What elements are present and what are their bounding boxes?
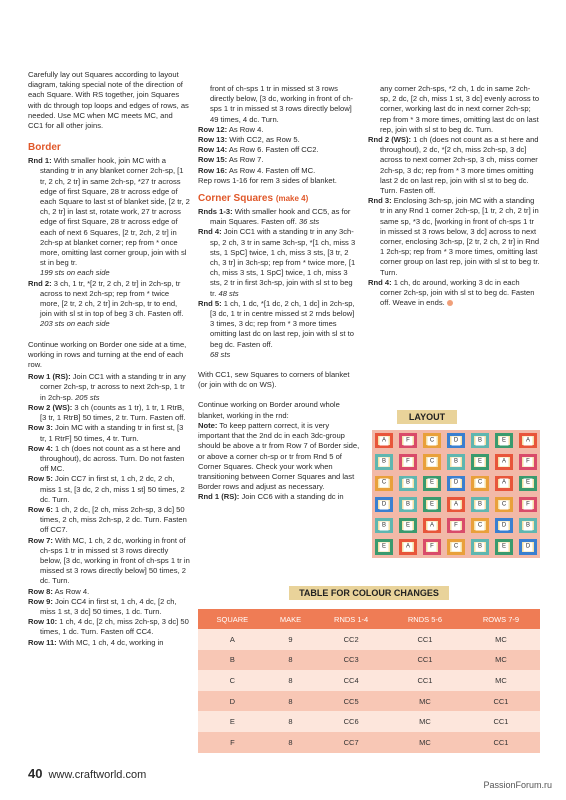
layout-square <box>468 536 492 557</box>
border-heading: Border <box>28 142 61 154</box>
layout-square-label: E <box>476 457 485 466</box>
row7-text: Row 7: With MC, 1 ch, 2 dc, working in front of ch-sps 1 tr in missed st 3 rows directly below, [3 dc, working in front of ch-sps 1 tr in missed st 3 rows directly below] 50 times, 2 dc. Turn. <box>28 535 190 586</box>
layout-square <box>468 430 492 451</box>
layout-square-label: C <box>428 457 437 466</box>
layout-square <box>516 515 540 536</box>
layout-square-label: D <box>452 436 461 445</box>
header-rows-7-9: ROWS 7-9 <box>462 609 540 629</box>
row14-text: Row 14: As Row 6. Fasten off CC2. <box>198 145 319 155</box>
layout-square-label: A <box>500 479 509 488</box>
layout-square <box>492 473 516 494</box>
column-2 <box>198 84 360 503</box>
layout-square-label: C <box>476 521 485 530</box>
table-cell: MC <box>388 732 462 753</box>
continue-text: Continue working on Border one side at a time, working in rows and turning at the end of each row. <box>28 339 187 370</box>
intro-text: Carefully lay out Squares according to layout diagram, taking special note of the direction of each Square. With RS together, join Squares with dc through top loops and edges of rows, as needed. Use MC when MC meets MC, and CC1 for all other joins. <box>28 70 189 131</box>
layout-square <box>396 451 420 472</box>
table-cell: CC1 <box>388 670 462 691</box>
layout-square-label: D <box>524 543 533 552</box>
row10-text: Row 10: 1 ch, 4 dc, [2 ch, miss 2ch-sp, 3 dc] 50 times, 1 dc. Turn. Fasten off CC4. <box>28 617 189 637</box>
column-3 <box>368 84 540 308</box>
end-dot-icon <box>447 300 453 306</box>
table-cell: A <box>198 629 267 650</box>
table-cell: CC1 <box>462 711 540 732</box>
layout-square-label: B <box>404 479 413 488</box>
layout-square <box>396 494 420 515</box>
row11-text: Row 11: With MC, 1 ch, 4 dc, working in <box>28 637 164 647</box>
table-cell: CC5 <box>314 691 388 712</box>
layout-square <box>372 494 396 515</box>
page-footer <box>28 766 146 781</box>
table-cell: CC1 <box>462 691 540 712</box>
table-cell: CC6 <box>314 711 388 732</box>
table-header-row <box>198 609 540 629</box>
table-cell: CC4 <box>314 670 388 691</box>
header-rnds-1-4: RNDS 1-4 <box>314 609 388 629</box>
layout-square-label: F <box>404 457 413 466</box>
layout-square-label: E <box>524 479 533 488</box>
layout-square-label: B <box>404 500 413 509</box>
layout-square <box>444 515 468 536</box>
table-row <box>198 732 540 753</box>
layout-square-label: A <box>524 436 533 445</box>
layout-square-label: E <box>428 479 437 488</box>
layout-square-label: E <box>380 543 389 552</box>
layout-square <box>492 536 516 557</box>
layout-square-label: C <box>476 479 485 488</box>
table-cell: 8 <box>267 650 314 671</box>
rnd1rs-text: Rnd 1 (RS): Join CC6 with a standing dc in <box>198 492 344 502</box>
rnd2ws-text: Rnd 2 (WS): 1 ch (does not count as a st here and throughout), 2 dc, *[2 ch, miss 2ch-sp, 3 dc] across to next corner 2ch-sp, 3 ch, miss corner 2ch-sp, 3 dc; rep from * 3 more times omitting last 2 dc on last rep, join with sl st to beg dc. Turn. Fasten off. <box>368 135 539 196</box>
rnd4-final-text: Rnd 4: 1 ch, dc around, working 3 dc in each corner 2ch-sp, join with sl st to beg dc. Fasten off. Weave in ends. <box>368 277 535 308</box>
layout-square <box>444 430 468 451</box>
layout-square-label: E <box>404 521 413 530</box>
layout-square-label: C <box>428 436 437 445</box>
layout-square <box>516 451 540 472</box>
layout-square-label: F <box>404 436 413 445</box>
layout-square <box>396 515 420 536</box>
layout-square <box>420 473 444 494</box>
note-text: Note: To keep pattern correct, it is very important that the 2nd dc in each 3dc-group should be above a tr from Row 7 of Border side, or above a corner ch-sp or tr from Rnd 5 of Corner Squares. Check your work when transitioning between Corner Squares and last Border rows and adjust as necessary. <box>198 420 360 492</box>
layout-square-label: F <box>428 543 437 552</box>
layout-square-label: B <box>380 457 389 466</box>
layout-square <box>468 451 492 472</box>
layout-square <box>444 494 468 515</box>
layout-square <box>372 430 396 451</box>
layout-square <box>492 515 516 536</box>
layout-square-label: E <box>500 543 509 552</box>
table-cell: MC <box>388 691 462 712</box>
table-row <box>198 650 540 671</box>
layout-square-label: D <box>452 479 461 488</box>
layout-square <box>396 430 420 451</box>
table-cell: B <box>198 650 267 671</box>
layout-square <box>444 473 468 494</box>
rnd2-text: Rnd 2: 3 ch, 1 tr, *[2 tr, 2 ch, 2 tr] in 2ch-sp, tr across to next 2ch-sp; rep from * twice more, [2 tr, 2 ch, 2 tr] in 2ch-sp, tr to end, join with sl st in top of beg 3 ch. Fasten off. 203 sts on each side <box>28 278 184 329</box>
layout-square-label: A <box>428 521 437 530</box>
layout-square <box>372 536 396 557</box>
layout-square <box>420 494 444 515</box>
layout-square-label: A <box>500 457 509 466</box>
layout-square-label: F <box>524 457 533 466</box>
layout-square <box>468 473 492 494</box>
page-number: 40 <box>28 766 43 781</box>
table-row <box>198 691 540 712</box>
rep-text: Rep rows 1-16 for rem 3 sides of blanket. <box>198 175 337 185</box>
watermark: PassionForum.ru <box>483 780 552 790</box>
layout-square-label: E <box>500 436 509 445</box>
header-rnds-5-6: RNDS 5-6 <box>388 609 462 629</box>
layout-square <box>444 451 468 472</box>
row1-text: Row 1 (RS): Join CC1 with a standing tr in any corner 2ch-sp, tr across to next 2ch-sp, 1 tr in 2ch-sp. 205 sts <box>28 372 186 402</box>
table-cell: 9 <box>267 629 314 650</box>
layout-square <box>492 494 516 515</box>
row11-cont: front of ch-sps 1 tr in missed st 3 rows directly below, [3 dc, working in front of ch-sps 1 tr in missed st 3 rows directly below] 49 times, 4 dc. Turn. <box>210 84 354 124</box>
layout-square-label: F <box>452 521 461 530</box>
header-square: SQUARE <box>198 609 267 629</box>
layout-square <box>516 430 540 451</box>
layout-square <box>492 430 516 451</box>
row4-text: Row 4: 1 ch (does not count as a st here and throughout), dc across. Turn. Do not fasten off MC. <box>28 443 185 474</box>
rnd1-cont: any corner 2ch-sps, *2 ch, 1 dc in same 2ch-sp, 2 dc, [2 ch, miss 1 st, 3 dc] evenly across to corner, working last dc in next corner 2ch-sp; rep from * 3 more times, omitting last dc on last rep, join with sl st to beg dc. Turn. <box>380 84 540 134</box>
layout-square <box>468 494 492 515</box>
layout-square-label: B <box>476 500 485 509</box>
layout-square-label: C <box>380 479 389 488</box>
layout-square-label: D <box>500 521 509 530</box>
table-row <box>198 629 540 650</box>
layout-square <box>420 451 444 472</box>
rnd3-text: Rnd 3: Enclosing 3ch-sp, join MC with a standing tr in any Rnd 1 corner 2ch-sp, [1 tr, 2 ch, 2 tr] in same sp, *3 dc, [working in front of ch-sps 1 tr in missed st 3 rows below, 3 dc] across to next corner, enclosing 3ch-sp, [2 tr, 2 ch, 2 tr] in Rnd 1 2ch-sp; rep from * 3 more times, omitting last corner group on last rep, join with sl st to beg tr. Turn. <box>368 196 540 277</box>
row9-text: Row 9: Join CC4 in first st, 1 ch, 4 dc, [2 ch, miss 1 st, 3 dc] 50 times, 1 dc. Turn. <box>28 596 177 616</box>
rnd1-text: Rnd 1: With smaller hook, join MC with a standing tr in any blanket corner 2ch-sp, [1 tr, 2 ch, 2 tr] in same 2ch-sp, *27 tr across edge of first Square, 28 tr across edge of each Square to last st of blanket side, [2 tr, 2 ch, 2 tr] in last st, rotate work, 27 tr across edge of first Square, 28 tr across edge of each of next 6 Squares, [2 tr, 2ch, 2 tr] in 2ch-sp at blanket corner; rep from * once more, omitting last corner group, join with sl st in beg tr. 199 sts on each side <box>28 156 190 278</box>
table-cell: MC <box>388 711 462 732</box>
layout-square-label: E <box>428 500 437 509</box>
layout-square-label: B <box>380 521 389 530</box>
table-cell: E <box>198 711 267 732</box>
rnds13-text: Rnds 1-3: With smaller hook and CC5, as for main Squares. Fasten off. 36 sts <box>198 207 351 227</box>
row5-text: Row 5: Join CC7 in first st, 1 ch, 2 dc, 2 ch, miss 1 st, [3 dc, 2 ch, miss 1 st] 50 times, 2 dc. Turn. <box>28 474 185 504</box>
layout-square-label: C <box>500 500 509 509</box>
layout-square <box>396 473 420 494</box>
layout-square-label: B <box>476 436 485 445</box>
layout-square <box>444 536 468 557</box>
layout-square-label: C <box>452 543 461 552</box>
table-cell: MC <box>462 670 540 691</box>
table-cell: MC <box>462 650 540 671</box>
table-cell: CC1 <box>388 650 462 671</box>
footer-url[interactable]: www.craftworld.com <box>48 769 147 781</box>
table-cell: F <box>198 732 267 753</box>
table-cell: 8 <box>267 732 314 753</box>
row15-text: Row 15: As Row 7. <box>198 155 264 165</box>
column-1 <box>28 70 190 648</box>
layout-square-label: F <box>524 500 533 509</box>
corner-squares-heading: Corner Squares (make 4) <box>198 193 309 205</box>
row2-text: Row 2 (WS): 3 ch (counts as 1 tr), 1 tr, 1 RtrB, [3 tr, 1 RtrB] 50 times, 2 tr. Turn. Fasten off. <box>28 402 186 423</box>
layout-square <box>492 451 516 472</box>
layout-square-label: B <box>524 521 533 530</box>
layout-square <box>372 473 396 494</box>
layout-square <box>396 536 420 557</box>
colour-table-label: TABLE FOR COLOUR CHANGES <box>289 586 449 600</box>
table-cell: CC7 <box>314 732 388 753</box>
table-row <box>198 711 540 732</box>
continue-border-text: Continue working on Border around whole blanket, working in the rnd: <box>198 400 340 420</box>
table-cell: 8 <box>267 711 314 732</box>
layout-square <box>372 451 396 472</box>
row6-text: Row 6: 1 ch, 2 dc, [2 ch, miss 2ch-sp, 3 dc] 50 times, 2 ch, miss 2ch-sp, 2 dc. Turn. Fasten off CC7. <box>28 504 187 535</box>
table-cell: 8 <box>267 670 314 691</box>
layout-square <box>516 473 540 494</box>
table-cell: CC1 <box>462 732 540 753</box>
table-cell: CC2 <box>314 629 388 650</box>
header-make: MAKE <box>267 609 314 629</box>
layout-square <box>372 515 396 536</box>
sew-text: With CC1, sew Squares to corners of blanket (or join with dc on WS). <box>198 370 350 390</box>
table-cell: CC3 <box>314 650 388 671</box>
layout-square <box>420 536 444 557</box>
table-cell: D <box>198 691 267 712</box>
layout-square-label: A <box>404 543 413 552</box>
table-cell: C <box>198 670 267 691</box>
rnd4-text: Rnd 4: Join CC1 with a standing tr in any 3ch-sp, 2 ch, 3 tr in same 3ch-sp, *[1 ch, miss 3 sts, 1 SpC] twice, 1 ch, miss 3 sts, [3 tr, 2 ch, 3 tr] in 3ch-sp; rep from * twice more, [1 ch, miss 3 sts, 1 SpC] twice, 1 ch, miss 3 sts, 2 tr in first 3ch-sp, join with sl st to beg tr. 48 sts <box>198 227 356 298</box>
row16-text: Row 16: As Row 4. Fasten off MC. <box>198 165 316 175</box>
layout-square-label: B <box>476 543 485 552</box>
layout-square <box>420 515 444 536</box>
row3-text: Row 3: Join MC with a standing tr in first st, [3 tr, 1 RtrF] 50 times, 4 tr. Turn. <box>28 423 184 443</box>
layout-square <box>420 430 444 451</box>
table-cell: MC <box>462 629 540 650</box>
row13-text: Row 13: With CC2, as Row 5. <box>198 135 300 145</box>
layout-square <box>516 536 540 557</box>
layout-label: LAYOUT <box>397 410 457 424</box>
row8-text: Row 8: As Row 4. <box>28 586 90 596</box>
table-cell: 8 <box>267 691 314 712</box>
table-cell: CC1 <box>388 629 462 650</box>
table-row <box>198 670 540 691</box>
layout-diagram <box>372 430 540 558</box>
layout-square-label: A <box>452 500 461 509</box>
rnd5-text: Rnd 5: 1 ch, 1 dc, *[1 dc, 2 ch, 1 dc] in 2ch-sp, [3 dc, 1 tr in centre missed st 2 rnds below] 3 times, 3 dc; rep from * 3 more times omitting last dc on last rep, join with sl st to beg dc. Fasten off. 68 sts <box>198 298 355 359</box>
layout-square-label: D <box>380 500 389 509</box>
layout-square <box>468 515 492 536</box>
layout-square-label: B <box>452 457 461 466</box>
colour-changes-table <box>198 609 540 753</box>
layout-square <box>516 494 540 515</box>
layout-square-label: A <box>380 436 389 445</box>
row12-text: Row 12: As Row 4. <box>198 124 264 134</box>
